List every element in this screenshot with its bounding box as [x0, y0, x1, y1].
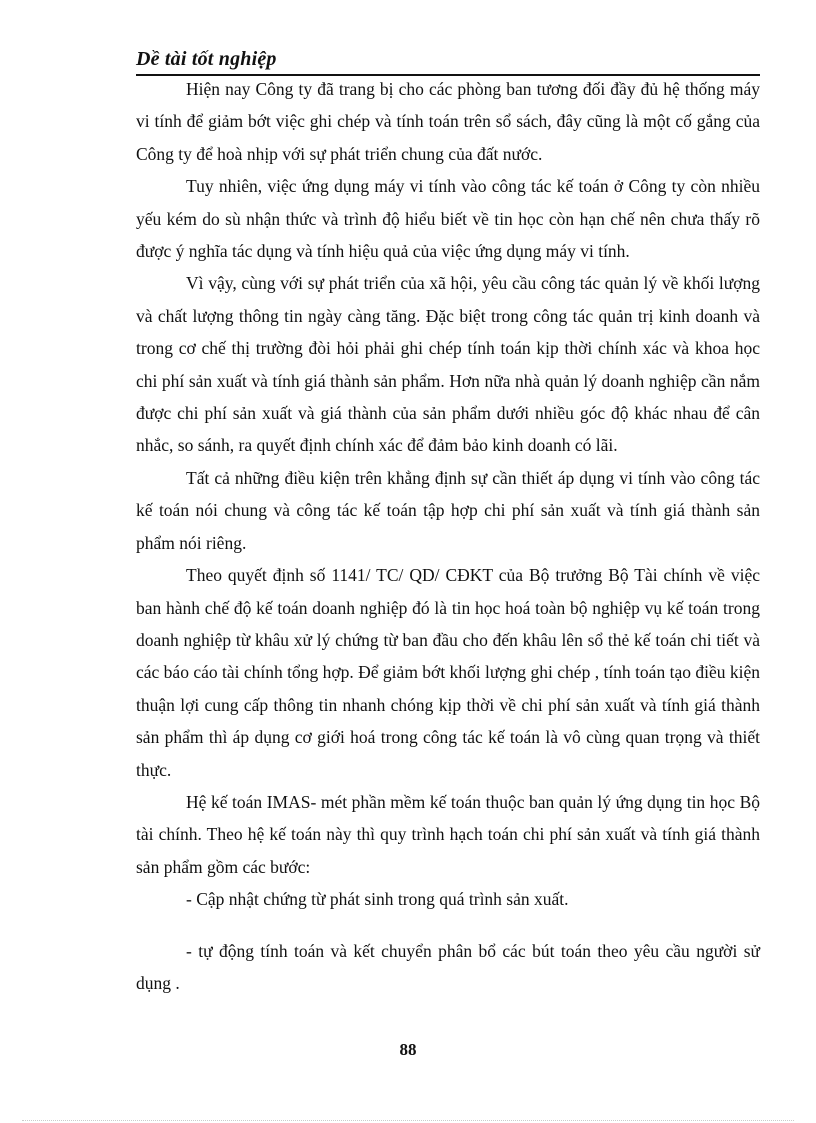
page-number: 88: [399, 1040, 417, 1059]
page-bottom-divider: [22, 1120, 794, 1121]
paragraph: Tuy nhiên, việc ứng dụng máy vi tính vào công tác kế toán ở Công ty còn nhiều yếu kém do sù nhận thức và trình độ hiểu biết về tin học còn hạn chế nên chưa thấy rõ được ý nghĩa tác dụng và tính hiệu quả của việc ứng dụng máy vi tính.: [136, 176, 760, 262]
document-body: [136, 73, 760, 999]
paragraph: Hệ kế toán IMAS- mét phần mềm kế toán thuộc ban quản lý ứng dụng tin học Bộ tài chính. Theo hệ kế toán này thì quy trình hạch toán chi phí sản xuất và tính giá thành sản phẩm gồm các bước:: [136, 791, 760, 877]
paragraph: Vì vậy, cùng với sự phát triển của xã hội, yêu cầu công tác quản lý về khối lượng và chất lượng thông tin ngày càng tăng. Đặc biệt trong công tác quản trị kinh doanh và trong cơ chế thị trường đòi hỏi phải ghi chép tính toán kịp thời chính xác và khoa học chi phí sản xuất và tính giá thành sản phẩm. Hơn nữa nhà quản lý doanh nghiệp cần nắm được chi phí sản xuất và giá thành của sản phẩm dưới nhiều góc độ khác nhau để cân nhắc, so sánh, ra quyết định chính xác để đảm bảo kinh doanh có lãi.: [136, 273, 760, 456]
page-header: [136, 46, 760, 76]
paragraph: Tất cả những điều kiện trên khẳng định sự cần thiết áp dụng vi tính vào công tác kế toán nói chung và công tác kế toán tập hợp chi phí sản xuất và tính giá thành sản phẩm nói riêng.: [136, 467, 760, 553]
list-item: - Cập nhật chứng từ phát sinh trong quá trình sản xuất.: [186, 889, 569, 910]
paragraph: Theo quyết định số 1141/ TC/ QD/ CĐKT của Bộ trưởng Bộ Tài chính về việc ban hành chế độ kế toán doanh nghiệp đó là tin học hoá toàn bộ nghiệp vụ kế toán trong doanh nghiệp từ khâu xử lý chứng từ ban đầu cho đến khâu lên sổ thẻ kế toán chi tiết và các báo cáo tài chính tổng hợp. Để giảm bớt khối lượng ghi chép , tính toán tạo điều kiện thuận lợi cung cấp thông tin nhanh chóng kịp thời về chi phí sản xuất và tính giá thành sản phẩm thì áp dụng cơ giới hoá trong công tác kế toán là vô cùng quan trọng và thiết thực.: [136, 565, 760, 780]
document-title: Dề tài tốt nghiệp: [136, 48, 277, 70]
list-item: - tự động tính toán và kết chuyển phân bổ các bút toán theo yêu cầu người sử dụng .: [136, 940, 760, 993]
paragraph: Hiện nay Công ty đã trang bị cho các phòng ban tương đối đầy đủ hệ thống máy vi tính để giảm bớt việc ghi chép và tính toán trên sổ sách, đây cũng là một cố gắng của Công ty để hoà nhịp với sự phát triển chung của đất nước.: [136, 79, 760, 164]
